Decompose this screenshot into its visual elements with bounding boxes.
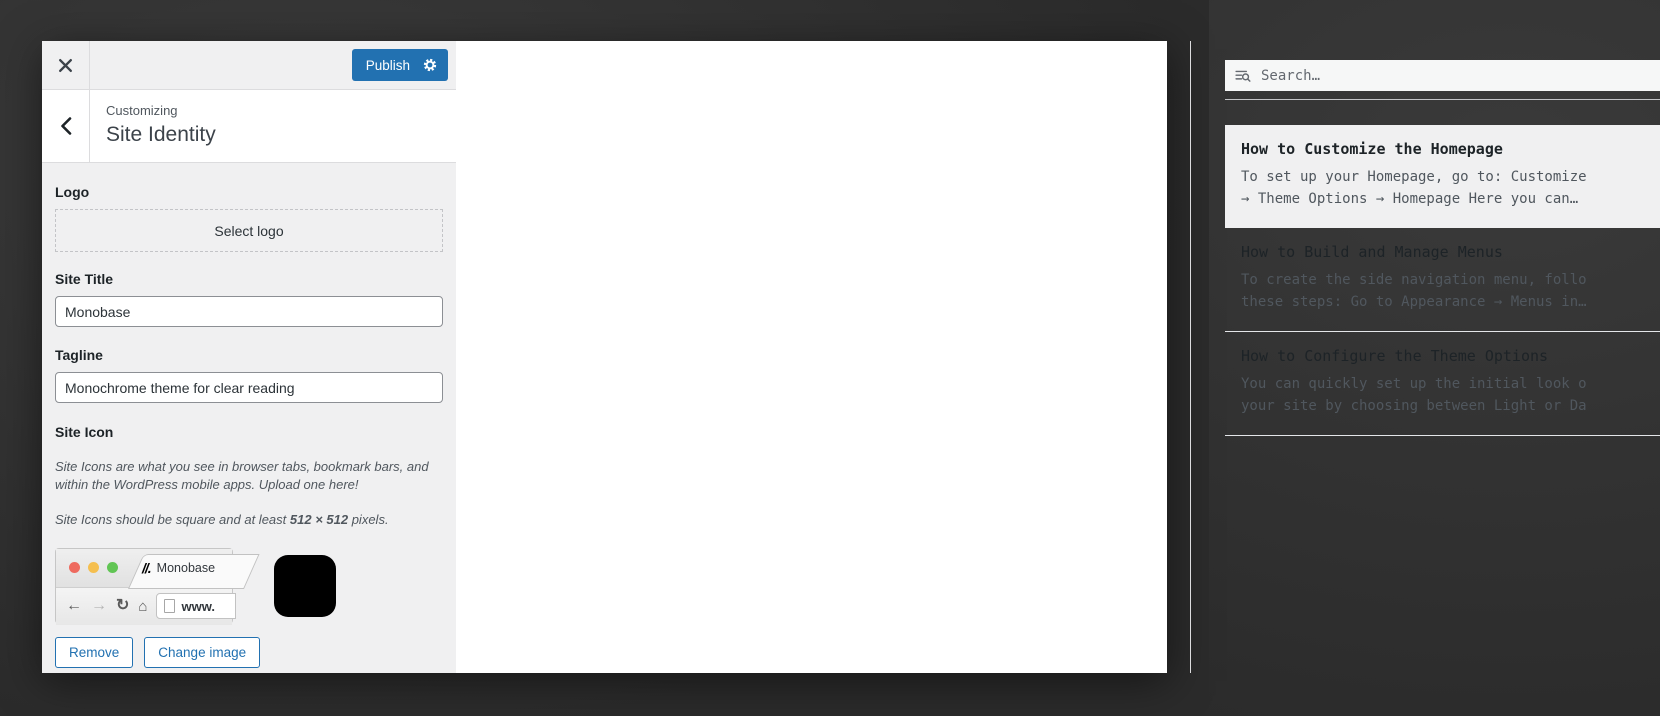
browser-preview-mockup (55, 548, 233, 624)
list-item[interactable] (1225, 228, 1660, 332)
customizer-window (42, 41, 1587, 673)
select-logo-button[interactable]: Select logo (55, 209, 443, 252)
traffic-light-green (107, 562, 118, 573)
browser-toolbar (56, 587, 232, 625)
favicon-icon: //. (142, 559, 151, 576)
list-item[interactable] (1225, 125, 1660, 228)
tagline-label: Tagline (55, 347, 103, 363)
forward-arrow-icon: → (91, 597, 107, 614)
close-customizer-button[interactable] (42, 41, 90, 89)
page-title: Site Identity (106, 123, 216, 146)
site-title-label: Site Title (55, 271, 114, 287)
publish-settings-gear-icon[interactable] (422, 57, 438, 73)
url-text: www. (181, 598, 215, 614)
theme-sidebar (1190, 41, 1660, 673)
refresh-icon: ↻ (116, 597, 130, 614)
article-title[interactable]: How to Customize the Homepage (1241, 140, 1503, 158)
remove-site-icon-button[interactable]: Remove (55, 637, 133, 668)
close-icon (58, 58, 73, 73)
article-excerpt-line: → Theme Options → Homepage Here you can… (1241, 191, 1579, 207)
search-placeholder: Search… (1261, 67, 1321, 84)
customizer-sidebar (42, 41, 456, 673)
site-icon-thumbnail (274, 555, 336, 617)
browser-tab-bar (56, 549, 232, 587)
home-icon: ⌂ (138, 597, 148, 615)
article-excerpt-line: To create the side navigation menu, follo (1241, 272, 1587, 288)
article-excerpt-line: You can quickly set up the initial look o (1241, 376, 1587, 392)
size-note-dimensions: 512 × 512 (289, 512, 349, 527)
back-arrow-icon: ← (66, 597, 82, 614)
url-bar (156, 593, 236, 619)
publish-button[interactable] (352, 49, 448, 81)
search-icon (1234, 67, 1251, 84)
article-excerpt-line: To set up your Homepage, go to: Customize (1241, 169, 1587, 185)
article-excerpt-line: your site by choosing between Light or Da (1241, 398, 1587, 414)
change-image-button[interactable]: Change image (144, 637, 260, 668)
site-icon-actions (55, 637, 443, 668)
site-title-input[interactable] (55, 296, 443, 327)
site-preview-pane (456, 41, 1587, 673)
logo-label: Logo (55, 184, 90, 200)
site-icon-description: Site Icons are what you see in browser tabs, bookmark bars, and within the WordPress mobile apps. Upload one here! (55, 459, 429, 492)
article-list (1225, 125, 1660, 436)
customizer-header (42, 41, 456, 90)
size-note-suffix: pixels. (348, 512, 389, 527)
publish-label: Publish (365, 57, 410, 73)
title-text (90, 90, 232, 162)
section-title-row (42, 90, 456, 163)
traffic-light-yellow (88, 562, 99, 573)
browser-tab-content (142, 549, 215, 587)
search-divider (1225, 99, 1660, 100)
breadcrumb: Customizing (106, 103, 178, 118)
site-icon-size-note (55, 511, 443, 529)
search-input[interactable] (1225, 60, 1660, 91)
panel-body (42, 163, 456, 673)
article-title[interactable]: How to Configure the Theme Options (1241, 347, 1549, 365)
header-actions (90, 41, 456, 89)
back-button[interactable] (42, 90, 90, 162)
article-excerpt-line: these steps: Go to Appearance → Menus in… (1241, 294, 1587, 310)
page-icon (164, 599, 175, 613)
browser-tab-title: Monobase (156, 560, 216, 575)
chevron-left-icon (60, 117, 72, 135)
site-icon-label: Site Icon (55, 424, 114, 440)
article-title[interactable]: How to Build and Manage Menus (1241, 243, 1503, 261)
traffic-light-red (69, 562, 80, 573)
tagline-input[interactable] (55, 372, 443, 403)
size-note-prefix: Site Icons should be square and at least (55, 512, 290, 527)
site-icon-preview-row (55, 548, 443, 624)
traffic-lights (69, 562, 118, 573)
list-item[interactable] (1225, 332, 1660, 436)
